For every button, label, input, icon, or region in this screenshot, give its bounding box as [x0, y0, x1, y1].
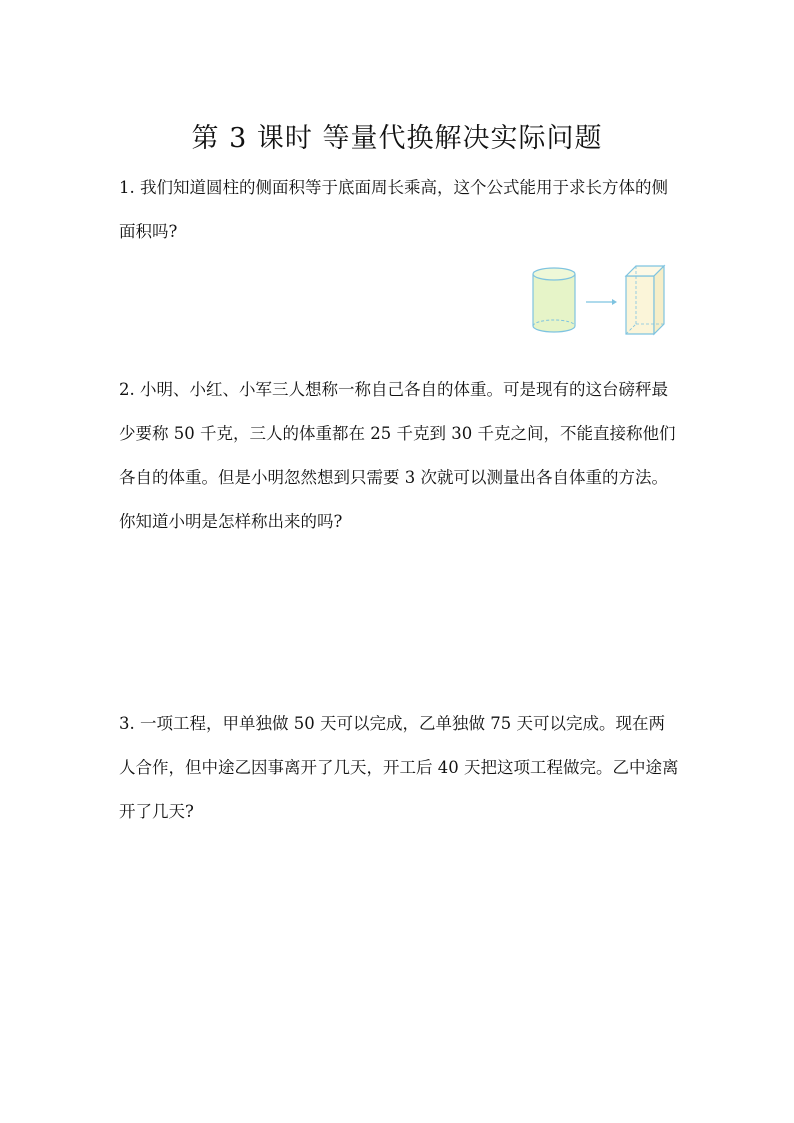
cylinder-to-cuboid-figure — [528, 262, 668, 338]
cylinder-shape — [533, 268, 575, 332]
question-1: 1. 我们知道圆柱的侧面积等于底面周长乘高，这个公式能用于求长方体的侧面积吗? — [119, 178, 668, 241]
cuboid-shape — [626, 266, 664, 334]
question-2: 2. 小明、小红、小军三人想称一称自己各自的体重。可是现有的这台磅秤最少要称 50 千克，三人的体重都在 25 千克到 30 千克之间，不能直接称他们各自的体重。但是小明忽然想到只需要 3 次就可以测量出各自体重的方法。你知道小明是怎样称出来的吗? — [119, 380, 676, 531]
arrow-right-icon — [586, 299, 617, 305]
question-3: 3. 一项工程，甲单独做 50 天可以完成，乙单独做 75 天可以完成。现在两人合作，但中途乙因事离开了几天，开工后 40 天把这项工程做完。乙中途离开了几天? — [119, 714, 679, 821]
page-title: 第 3 课时 等量代换解决实际问题 — [191, 123, 603, 154]
